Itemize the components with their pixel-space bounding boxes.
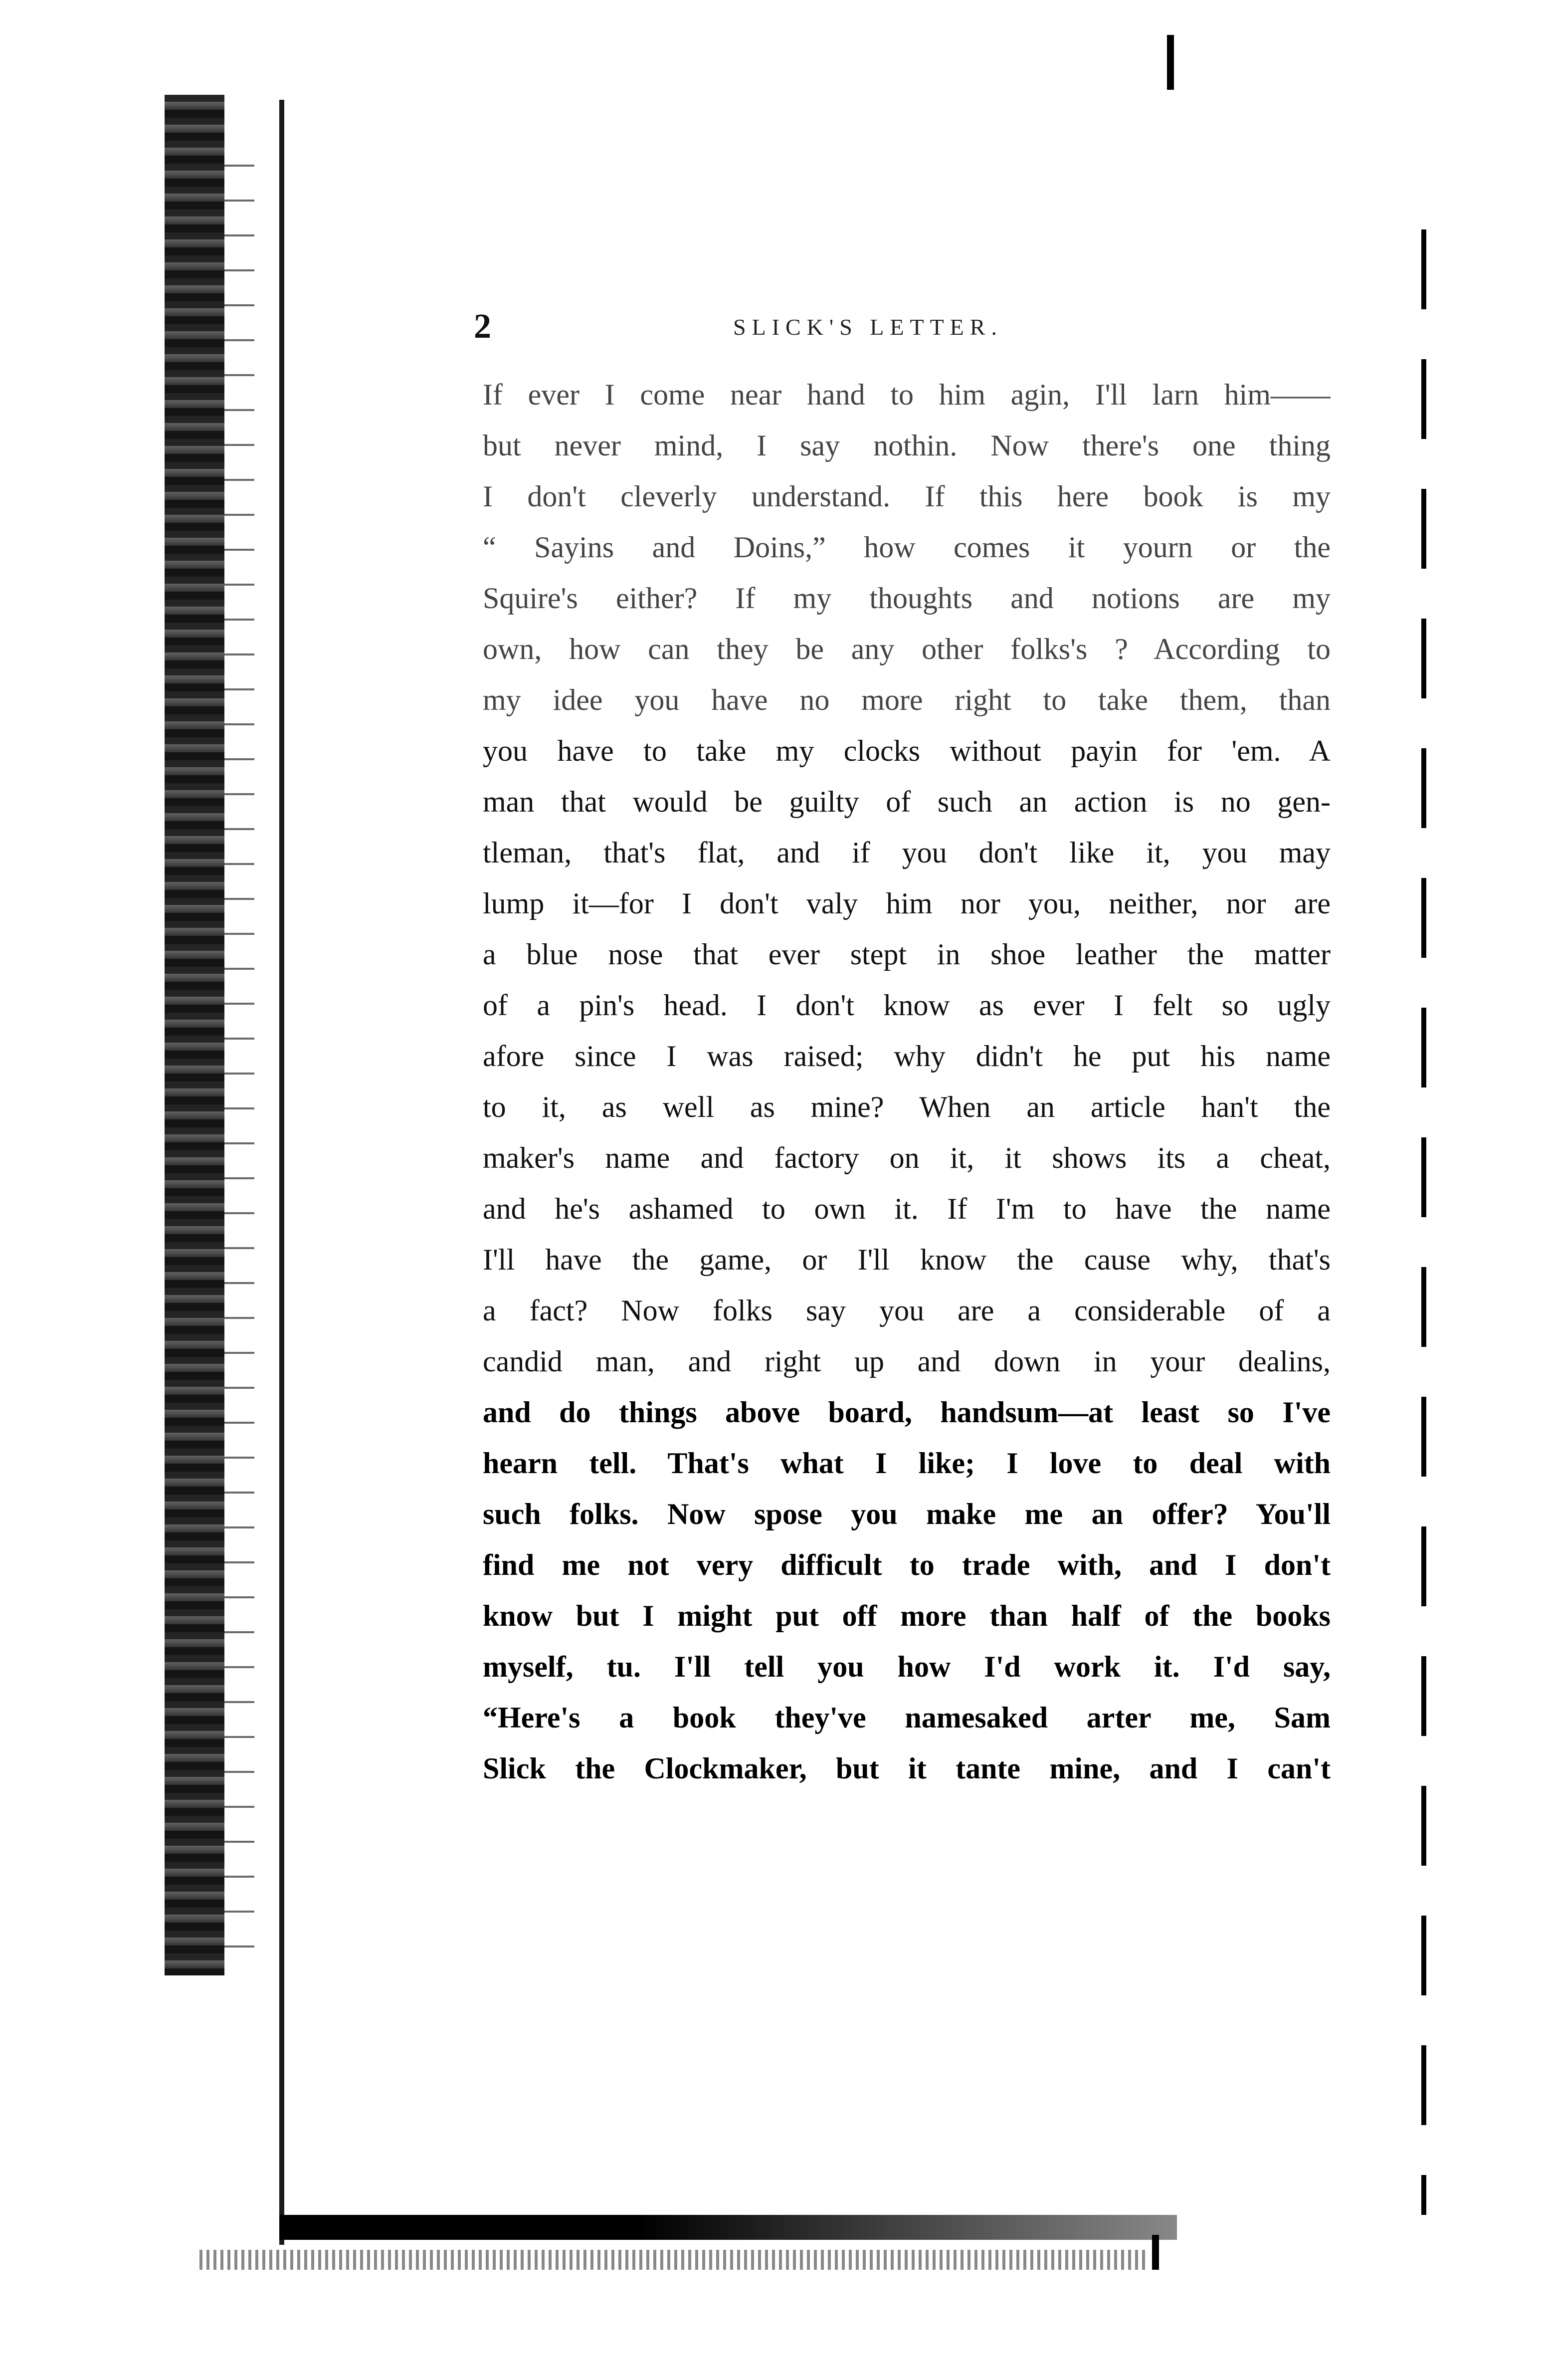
scan-mark-bottom [1152, 2235, 1159, 2270]
text-line: my idee you have no more right to take them, than [483, 683, 1331, 716]
text-line: find me not very difficult to trade with, and I don't [483, 1548, 1331, 1581]
scan-noise-right [1421, 229, 1426, 2215]
text-line: Squire's either? If my thoughts and notions are my [483, 582, 1331, 615]
text-line: “ Sayins and Doins,” how comes it yourn or the [483, 531, 1331, 564]
text-line: and he's ashamed to own it. If I'm to have the name [483, 1192, 1331, 1225]
text-line: tleman, that's flat, and if you don't like it, you may [483, 836, 1331, 869]
text-line: a blue nose that ever stept in shoe leather the matter [483, 938, 1331, 971]
running-title: SLICK'S LETTER. [733, 314, 1003, 340]
text-line: If ever I come near hand to him agin, I'll larn him—— [483, 378, 1331, 411]
page-border-left [279, 100, 284, 2245]
running-head [474, 307, 1332, 352]
scan-noise-bottom [199, 2250, 1147, 2270]
text-line: afore since I was raised; why didn't he put his name [483, 1040, 1331, 1073]
text-line: own, how can they be any other folks's ? According to [483, 633, 1331, 665]
text-line: I don't cleverly understand. If this here book is my [483, 480, 1331, 513]
text-line: of a pin's head. I don't know as ever I felt so ugly [483, 989, 1331, 1022]
text-line: hearn tell. That's what I like; I love to deal with [483, 1447, 1331, 1480]
text-line: such folks. Now spose you make me an offer? You'll [483, 1498, 1331, 1530]
text-line: know but I might put off more than half of the books [483, 1599, 1331, 1632]
text-line: maker's name and factory on it, it shows its a cheat, [483, 1141, 1331, 1174]
text-line: candid man, and right up and down in your dealins, [483, 1345, 1331, 1378]
scan-shadow-left [165, 95, 224, 1975]
text-line: but never mind, I say nothin. Now there's one thing [483, 429, 1331, 462]
page-border-bottom [279, 2215, 1177, 2240]
page-number: 2 [474, 307, 491, 346]
scan-noise-left [224, 150, 254, 1970]
text-line: you have to take my clocks without payin for 'em. A [483, 734, 1331, 767]
text-line: a fact? Now folks say you are a considerable of a [483, 1294, 1331, 1327]
text-line: lump it—for I don't valy him nor you, neither, nor are [483, 887, 1331, 920]
body-text [483, 369, 1331, 1794]
text-line: Slick the Clockmaker, but it tante mine, and I can't [483, 1752, 1331, 1785]
text-line: I'll have the game, or I'll know the cause why, that's [483, 1243, 1331, 1276]
scan-mark-top [1167, 35, 1174, 90]
text-line: “Here's a book they've namesaked arter me, Sam [483, 1701, 1331, 1734]
text-line: and do things above board, handsum—at least so I've [483, 1396, 1331, 1429]
text-line: to it, as well as mine? When an article han't the [483, 1090, 1331, 1123]
text-line: myself, tu. I'll tell you how I'd work it. I'd say, [483, 1650, 1331, 1683]
text-line: man that would be guilty of such an action is no gen- [483, 785, 1331, 818]
